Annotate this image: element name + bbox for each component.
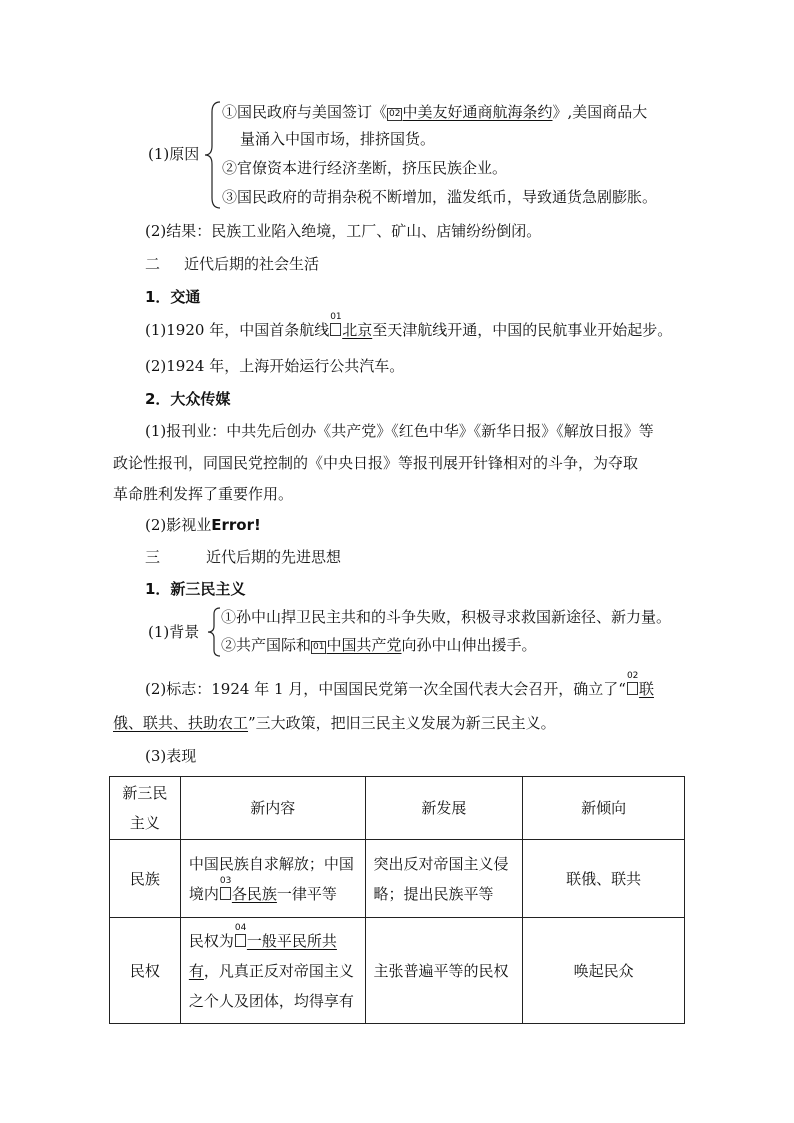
answer-link[interactable]: 各民族 xyxy=(231,884,277,903)
answer-marker: 01 xyxy=(330,323,341,336)
media-p1-line2: 政论性报刊，同国民党控制的《中央日报》等报刊展开针锋相对的斗争，为夺取 xyxy=(113,454,639,472)
table-header-row xyxy=(110,777,685,840)
section-2-heading: 二 近代后期的社会生活 xyxy=(145,255,320,273)
table-row xyxy=(110,840,685,918)
sanmin-table xyxy=(109,776,685,1024)
mark-line-2: 俄、联共、扶助农工”三大政策，把旧三民主义发展为新三民主义。 xyxy=(113,714,556,732)
show-label: (3)表现 xyxy=(145,747,197,765)
answer-link[interactable]: 联 xyxy=(638,680,654,698)
table-cell: 唤起民众 xyxy=(523,918,685,1024)
cause-item-1-cont: 量涌入中国市场，排挤国货。 xyxy=(240,130,436,148)
table-cell: 突出反对帝国主义侵 略；提出民族平等 xyxy=(365,840,523,918)
background-label: (1)背景 xyxy=(148,623,200,641)
answer-marker: 04 xyxy=(235,934,246,947)
background-brace xyxy=(207,606,221,658)
media-p2: (2)影视业Error! xyxy=(145,516,261,534)
answer-link[interactable]: 中美友好通商航海条约 xyxy=(402,103,553,121)
table-header-cell: 新发展 xyxy=(365,777,523,840)
answer-marker: 02 xyxy=(627,682,638,695)
table-cell: 中国民族自求解放；中国 境内 03 各民族一律平等 xyxy=(180,840,365,918)
table-header-cell: 新三民 主义 xyxy=(110,777,181,840)
answer-link[interactable]: 有 xyxy=(188,961,204,980)
media-p1-line3: 革命胜利发挥了重要作用。 xyxy=(113,485,294,503)
table-header-cell: 新倾向 xyxy=(523,777,685,840)
answer-link[interactable]: 中国共产党 xyxy=(326,636,402,654)
background-item-2: ②共产国际和 01 中国共产党向孙中山伸出援手。 xyxy=(221,636,537,654)
answer-link[interactable]: 一般平民所共 xyxy=(246,931,337,950)
media-p1-line1: (1)报刊业：中共先后创办《共产党》《红色中华》《新华日报》《解放日报》等 xyxy=(145,422,654,440)
error-text: Error! xyxy=(211,516,261,534)
cause-brace xyxy=(204,100,222,210)
table-cell: 联俄、联共 xyxy=(523,840,685,918)
section-3-heading: 三 近代后期的先进思想 xyxy=(145,548,342,566)
mark-line-1: (2)标志：1924 年 1 月，中国国民党第一次全国代表大会召开，确立了“ 02 联 xyxy=(145,671,654,698)
transport-p2: (2)1924 年，上海开始运行公共汽车。 xyxy=(145,357,405,375)
answer-marker: 01 xyxy=(313,642,325,652)
answer-marker: 03 xyxy=(220,887,231,900)
media-heading: 2．大众传媒 xyxy=(145,390,231,408)
answer-link[interactable]: 俄、联共、扶助农工 xyxy=(113,714,249,732)
background-item-1: ①孙中山捍卫民主共和的斗争失败，积极寻求救国新途径、新力量。 xyxy=(221,608,672,626)
transport-heading: 1．交通 xyxy=(145,288,201,306)
cause-label: (1)原因 xyxy=(148,145,200,163)
table-cell: 民族 xyxy=(110,840,181,918)
sanmin-heading: 1．新三民主义 xyxy=(145,580,246,598)
transport-p1: (1)1920 年，中国首条航线 01 北京至天津航线开通，中国的民航事业开始起步。 xyxy=(145,312,673,339)
answer-marker: 02 xyxy=(389,109,401,119)
cause-item-1: ①国民政府与美国签订《 02 中美友好通商航海条约》,美国商品大 xyxy=(222,103,648,121)
table-cell: 民权为 04 一般平民所共 有，凡真正反对帝国主义 之个人及团体，均得享有 xyxy=(180,918,365,1024)
result-text: (2)结果：民族工业陷入绝境，工厂、矿山、店铺纷纷倒闭。 xyxy=(145,222,542,240)
cause-item-3: ③国民政府的苛捐杂税不断增加，滥发纸币，导致通货急剧膨胀。 xyxy=(222,188,658,206)
table-cell: 民权 xyxy=(110,918,181,1024)
table-header-cell: 新内容 xyxy=(180,777,365,840)
table-cell: 主张普遍平等的民权 xyxy=(365,918,523,1024)
table-row xyxy=(110,918,685,1024)
cause-item-2: ②官僚资本进行经济垄断，挤压民族企业。 xyxy=(222,159,508,177)
answer-link[interactable]: 北京 xyxy=(342,321,373,339)
